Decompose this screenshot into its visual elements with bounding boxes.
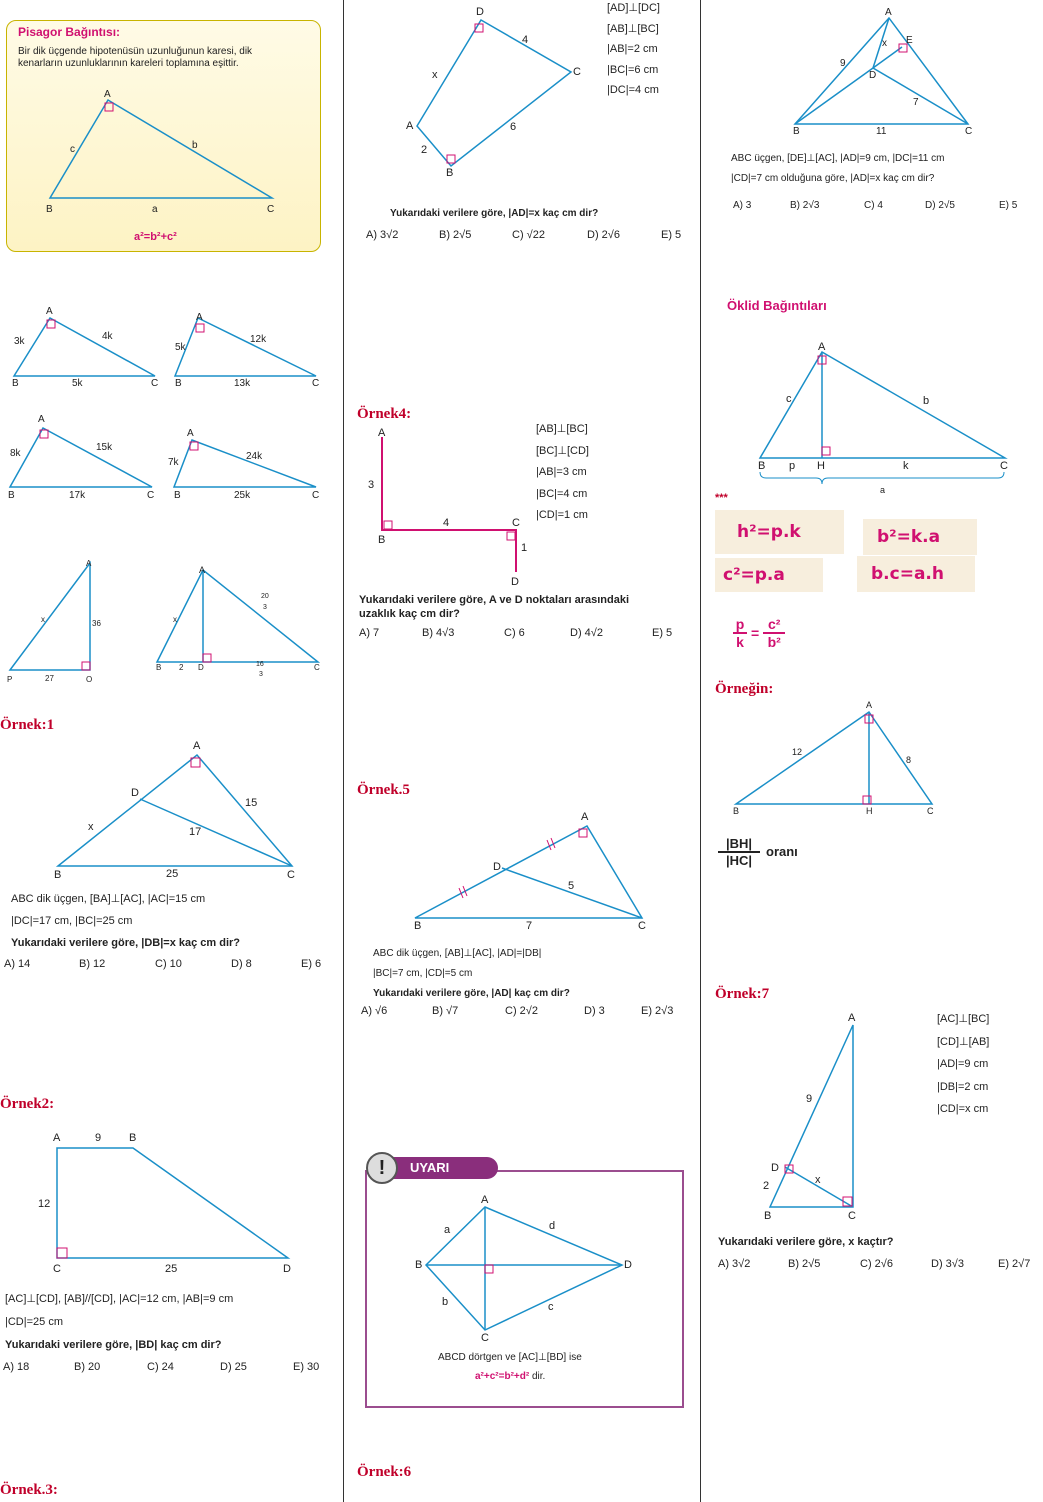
col2-given-2: [AB]⊥[BC] — [607, 22, 659, 35]
small-tri2-b2den: 3 — [259, 671, 263, 678]
col2-choice-c[interactable]: C) √22 — [512, 229, 545, 241]
ornegin-ratio-num: |BH| — [725, 836, 753, 851]
col2-choice-b[interactable]: B) 2√5 — [439, 229, 472, 241]
uyari-tab: UYARI — [372, 1157, 498, 1179]
oklid-k: k — [903, 460, 909, 472]
triple3-hyp: 17k — [69, 490, 86, 501]
small-tri1-O: O — [86, 675, 93, 684]
uyari-A: A — [481, 1194, 489, 1206]
triple1-shape — [14, 318, 155, 376]
ornek1-line1: ABC dik üçgen, [BA]⊥[AC], |AC|=15 cm — [11, 893, 206, 905]
ornek4-A: A — [378, 427, 386, 439]
ornek7-given-2: [CD]⊥[AB] — [937, 1035, 990, 1048]
ornek2-question: Yukarıdaki verilere göre, |BD| kaç cm dir? — [5, 1339, 222, 1351]
oklid-ratio-right-den: b² — [767, 633, 781, 650]
ornegin-8: 8 — [906, 755, 912, 765]
oklid-formula-bc: b.c=a.h — [857, 556, 975, 592]
col2-2: 2 — [421, 144, 428, 156]
ornek7-choices — [718, 1258, 1042, 1270]
uyari-B: B — [415, 1259, 423, 1271]
ornegin-ratio-den: |HC| — [725, 852, 753, 868]
ornek1-choice-c[interactable]: C) 10 — [155, 958, 182, 970]
uyari-d: d — [549, 1220, 556, 1232]
ornek4-4: 4 — [443, 517, 450, 529]
ornek4-given-1: [AB]⊥[BC] — [536, 423, 588, 435]
ornek2-line1: [AC]⊥[CD], [AB]//[CD], |AC|=12 cm, |AB|=9 cm — [5, 1293, 234, 1305]
ornek7-given-5: |CD|=x cm — [937, 1103, 989, 1115]
small-tri1-base: 27 — [45, 674, 54, 683]
col2-x: x — [432, 69, 438, 81]
ornek2-C: C — [53, 1263, 61, 1275]
small-tri1-side: x — [41, 615, 45, 624]
small-tri1-vert: 36 — [92, 619, 101, 628]
ornek2-12: 12 — [38, 1198, 51, 1210]
ornek7-B: B — [764, 1210, 772, 1222]
ornek1-B: B — [54, 869, 62, 881]
col3-choice-a[interactable]: A) 3 — [733, 200, 752, 211]
ornek7-heading: Örnek:7 — [715, 986, 770, 1002]
ornegin-tri-shape — [736, 712, 932, 804]
ornek4-choice-c[interactable]: C) 6 — [504, 627, 525, 639]
ornek2-line2: |CD|=25 cm — [5, 1316, 63, 1328]
small-tri2-b2num: 16 — [256, 661, 264, 668]
svg-text:a: a — [152, 204, 158, 215]
ornek5-shape — [415, 826, 642, 918]
col3-9: 9 — [840, 58, 846, 69]
ornek7-tri-shape — [770, 1025, 853, 1207]
ornek4-choice-b[interactable]: B) 4√3 — [422, 627, 455, 639]
triple4-C: C — [312, 490, 320, 501]
triple3-leg1: 8k — [10, 448, 21, 459]
triple3-shape — [10, 428, 152, 487]
ornek7-given — [937, 1008, 989, 1121]
uyari-C: C — [481, 1332, 489, 1344]
ornek7-x: x — [815, 1174, 821, 1186]
col3-choice-c[interactable]: C) 4 — [864, 200, 883, 211]
ornek1-x: x — [88, 821, 94, 833]
small-tri2-B: B — [156, 663, 162, 672]
ornek1-line2: |DC|=17 cm, |BC|=25 cm — [11, 915, 133, 927]
ornek2-choice-a[interactable]: A) 18 — [3, 1361, 30, 1373]
ornegin-ratio-text: oranı — [766, 844, 798, 860]
triple2-leg1: 5k — [175, 342, 186, 353]
ornek5-7: 7 — [526, 920, 533, 932]
ornek7-2: 2 — [763, 1180, 770, 1192]
ornek4-given-2: [BC]⊥[CD] — [536, 444, 589, 457]
col2-choice-e[interactable]: E) 5 — [661, 229, 682, 241]
col3-line1: ABC üçgen, [DE]⊥[AC], |AD|=9 cm, |DC|=11 cm — [731, 153, 945, 164]
ornek1-question: Yukarıdaki verilere göre, |DB|=x kaç cm dir? — [11, 937, 241, 949]
ornek4-choice-e[interactable]: E) 5 — [652, 627, 673, 639]
triple4-hyp: 25k — [234, 490, 251, 501]
ornek5-D: D — [493, 861, 501, 873]
ornegin-A: A — [866, 700, 873, 710]
ornek4-question1: Yukarıdaki verilere göre, A ve D noktaları arasındaki — [359, 594, 630, 606]
ornek4-C: C — [512, 517, 520, 529]
triple3-A: A — [38, 414, 45, 425]
oklid-p: p — [789, 460, 796, 472]
ornek1-17: 17 — [189, 826, 202, 838]
triple4-leg1: 7k — [168, 457, 179, 468]
ornegin-12: 12 — [792, 747, 803, 757]
ornek5-choice-a[interactable]: A) √6 — [361, 1005, 388, 1017]
ornek5-question: Yukarıdaki verilere göre, |AD| kaç cm dir? — [373, 988, 570, 999]
triple4-A: A — [187, 428, 194, 439]
svg-text:b: b — [192, 140, 198, 151]
ornek1-C: C — [287, 869, 295, 881]
oklid-C: C — [1000, 460, 1008, 472]
col3-D: D — [869, 70, 877, 81]
small-tri2-topnum: 20 — [261, 593, 269, 600]
col3-11: 11 — [876, 126, 887, 137]
triple1-leg1: 3k — [14, 336, 25, 347]
uyari-formula: a²+c²=b²+d² — [475, 1371, 530, 1382]
ornek2-shape — [57, 1148, 288, 1258]
triple4-leg2: 24k — [246, 451, 263, 462]
ornegin-heading: Örneğin: — [715, 681, 774, 697]
ornek1-choice-d[interactable]: D) 8 — [231, 958, 252, 970]
col3-7: 7 — [913, 97, 919, 108]
triple4-B: B — [174, 490, 181, 501]
ornek2-choice-d[interactable]: D) 25 — [220, 1361, 247, 1373]
ornek7-C: C — [848, 1210, 856, 1222]
ornek4-D: D — [511, 576, 519, 588]
col2-given-3: |AB|=2 cm — [607, 43, 658, 55]
oklid-tri-shape — [760, 352, 1005, 458]
ornek5-line1: ABC dik üçgen, [AB]⊥[AC], |AD|=|DB| — [373, 948, 542, 959]
svg-text:B: B — [46, 204, 53, 215]
oklid-H: H — [817, 460, 825, 472]
col3-B: B — [793, 126, 800, 137]
col2-4: 4 — [522, 34, 529, 46]
ornek7-choice-b[interactable]: B) 2√5 — [788, 1258, 821, 1270]
ornek4-choice-d[interactable]: D) 4√2 — [570, 627, 603, 639]
triple4-shape — [174, 440, 316, 487]
svg-text:C: C — [267, 204, 275, 215]
ornek7-choice-d[interactable]: D) 3√3 — [931, 1258, 964, 1270]
ornek7-A: A — [848, 1012, 856, 1024]
ornek4-choices — [359, 627, 682, 639]
uyari-a: a — [444, 1224, 451, 1236]
col2-choice-a[interactable]: A) 3√2 — [366, 229, 399, 241]
small-tri2-A: A — [199, 565, 206, 575]
small-tri1-shape — [10, 563, 90, 670]
ornek4-heading: Örnek4: — [357, 406, 412, 422]
ornek5-choice-d[interactable]: D) 3 — [584, 1005, 605, 1017]
col2-quad-shape — [417, 20, 571, 166]
col2-C: C — [573, 66, 581, 78]
col3-A: A — [885, 7, 892, 18]
oklid-formula-b: b²=k.a — [863, 519, 977, 555]
col2-choices — [366, 229, 691, 241]
col2-D: D — [476, 6, 484, 18]
triple2-hyp: 13k — [234, 378, 251, 389]
ornegin-H: H — [866, 806, 873, 816]
ornek5-B: B — [414, 920, 422, 932]
ornek2-B: B — [129, 1132, 137, 1144]
warning-icon: ! — [366, 1152, 398, 1184]
small-tri2-shape — [157, 570, 318, 662]
uyari-line1: ABCD dörtgen ve [AC]⊥[BD] ise — [438, 1352, 582, 1363]
triple1-hyp: 5k — [72, 378, 83, 389]
ornegin-C: C — [927, 806, 934, 816]
small-tri2-left: x — [173, 615, 177, 624]
ornek1-A: A — [193, 740, 201, 752]
ornek2-choice-e[interactable]: E) 30 — [293, 1361, 320, 1373]
ornek5-choices — [361, 1005, 686, 1017]
col3-choice-d[interactable]: D) 2√5 — [925, 200, 955, 211]
ornek5-C: C — [638, 920, 646, 932]
triple2-A: A — [196, 312, 203, 323]
small-tri2-D: D — [198, 663, 204, 672]
oklid-formula-c: c²=p.a — [715, 558, 823, 592]
col3-x: x — [882, 38, 887, 49]
ornek1-D: D — [131, 787, 139, 799]
oklid-title: Öklid Bağıntıları — [727, 298, 827, 313]
col2-B: B — [446, 167, 454, 179]
small-tri2-topden: 3 — [263, 604, 267, 611]
ornek1-choice-a[interactable]: A) 14 — [4, 958, 31, 970]
ornek7-D: D — [771, 1162, 779, 1174]
uyari-D: D — [624, 1259, 632, 1271]
oklid-formula-h: h²=p.k — [715, 510, 844, 554]
triple2-leg2: 12k — [250, 334, 267, 345]
ornek4-1: 1 — [521, 542, 528, 554]
oklid-A: A — [818, 341, 826, 353]
uyari-b: b — [442, 1296, 449, 1308]
oklid-ratio-right-num: c² — [767, 616, 781, 632]
triple3-C: C — [147, 490, 155, 501]
svg-text:A: A — [104, 89, 111, 100]
oklid-a: a — [880, 485, 886, 495]
ornek7-given-3: |AD|=9 cm — [937, 1058, 989, 1070]
oklid-c: c — [786, 393, 792, 405]
col3-C: C — [965, 126, 973, 137]
oklid-ratio-left-den: k — [736, 633, 744, 650]
triple1-A: A — [46, 306, 53, 317]
pisagor-tri-shape — [50, 100, 272, 198]
triple1-B: B — [12, 378, 19, 389]
oklid-stars: *** — [715, 492, 728, 504]
ornek4-3: 3 — [368, 479, 375, 491]
triple3-B: B — [8, 490, 15, 501]
ornek5-choice-b[interactable]: B) √7 — [432, 1005, 459, 1017]
ornegin-ratio — [718, 836, 798, 868]
uyari-c: c — [548, 1301, 554, 1313]
ornek2-heading: Örnek2: — [0, 1096, 55, 1112]
triple1-C: C — [151, 378, 159, 389]
ornek3-heading: Örnek.3: — [0, 1482, 58, 1498]
ornek1-choices — [4, 958, 331, 970]
col2-given — [607, 0, 660, 101]
triple3-leg2: 15k — [96, 442, 113, 453]
ornek7-9: 9 — [806, 1093, 813, 1105]
ornek4-path-shape — [382, 437, 516, 572]
column3-figures — [701, 0, 1043, 1502]
ornek4-question2: uzaklık kaç cm dir? — [359, 608, 460, 620]
ornek7-question: Yukarıdaki verilere göre, x kaçtır? — [718, 1236, 894, 1248]
pisagor-line2: kenarların uzunluklarının kareleri toplamına eşittir. — [18, 58, 239, 69]
ornek5-heading: Örnek.5 — [357, 782, 410, 798]
pisagor-formula: a²=b²+c² — [134, 231, 177, 243]
small-tri2-b1: 2 — [179, 663, 184, 672]
ornek4-given-5: |CD|=1 cm — [536, 509, 588, 521]
oklid-B: B — [758, 460, 766, 472]
ornek2-9: 9 — [95, 1132, 102, 1144]
small-tri2-C: C — [314, 663, 320, 672]
triple2-B: B — [175, 378, 182, 389]
col2-question: Yukarıdaki verilere göre, |AD|=x kaç cm dir? — [390, 208, 599, 219]
oklid-b: b — [923, 395, 930, 407]
ornek1-15: 15 — [245, 797, 258, 809]
oklid-ratio-left-num: p — [735, 616, 745, 632]
ornegin-B: B — [733, 806, 740, 816]
ornek4-given — [536, 419, 589, 527]
col2-given-5: |DC|=4 cm — [607, 84, 659, 96]
col3-choices — [733, 200, 1029, 211]
ornek2-choice-c[interactable]: C) 24 — [147, 1361, 174, 1373]
ornek7-given-1: [AC]⊥[BC] — [937, 1013, 990, 1025]
ornek5-5: 5 — [568, 880, 575, 892]
ornek5-choice-c[interactable]: C) 2√2 — [505, 1005, 538, 1017]
col2-given-4: |BC|=6 cm — [607, 63, 659, 76]
ornek5-A: A — [581, 811, 589, 823]
uyari-formula-row — [475, 1371, 545, 1382]
col3-choice-b[interactable]: B) 2√3 — [790, 200, 820, 211]
ornek7-choice-e[interactable]: E) 2√7 — [998, 1258, 1031, 1270]
col2-6: 6 — [510, 121, 517, 133]
pisagor-title: Pisagor Bağıntısı: — [18, 25, 121, 39]
ornek1-25: 25 — [166, 868, 179, 880]
ornek5-line2: |BC|=7 cm, |CD|=5 cm — [373, 968, 473, 979]
pisagor-line1: Bir dik üçgende hipotenüsün uzunluğunun karesi, dik — [18, 46, 253, 57]
ornek2-choices — [3, 1361, 327, 1373]
col3-E: E — [906, 35, 913, 46]
ornek7-choice-a[interactable]: A) 3√2 — [718, 1258, 751, 1270]
ornek2-A: A — [53, 1132, 61, 1144]
ornek4-B: B — [378, 534, 386, 546]
ornek7-choice-c[interactable]: C) 2√6 — [860, 1258, 893, 1270]
ornek2-D: D — [283, 1263, 291, 1275]
col2-choice-d[interactable]: D) 2√6 — [587, 229, 620, 241]
col2-given-1: [AD]⊥[DC] — [607, 2, 660, 14]
ornek2-25: 25 — [165, 1263, 178, 1275]
col2-A: A — [406, 120, 414, 132]
ornek6-heading: Örnek:6 — [357, 1464, 412, 1480]
ornek1-choice-e[interactable]: E) 6 — [301, 958, 322, 970]
ornek4-choice-a[interactable]: A) 7 — [359, 627, 380, 639]
triple2-C: C — [312, 378, 320, 389]
ornek2-choice-b[interactable]: B) 20 — [74, 1361, 101, 1373]
small-tri1-P: P — [7, 675, 13, 684]
ornek4-given-4: |BC|=4 cm — [536, 487, 588, 500]
col3-line2: |CD|=7 cm olduğuna göre, |AD|=x kaç cm dir? — [731, 173, 935, 184]
oklid-ratio: p k = c² b² — [733, 616, 785, 650]
ornek1-choice-b[interactable]: B) 12 — [79, 958, 106, 970]
svg-text:c: c — [70, 144, 75, 155]
small-tri1-A: A — [86, 559, 92, 568]
triple1-leg2: 4k — [102, 331, 113, 342]
ornek1-heading: Örnek:1 — [0, 717, 55, 733]
ornek7-given-4: |DB|=2 cm — [937, 1080, 989, 1093]
col3-choice-e[interactable]: E) 5 — [999, 200, 1018, 211]
uyari-formula-suffix: dir. — [529, 1371, 546, 1382]
ornek5-choice-e[interactable]: E) 2√3 — [641, 1005, 674, 1017]
ornek4-given-3: |AB|=3 cm — [536, 466, 587, 478]
